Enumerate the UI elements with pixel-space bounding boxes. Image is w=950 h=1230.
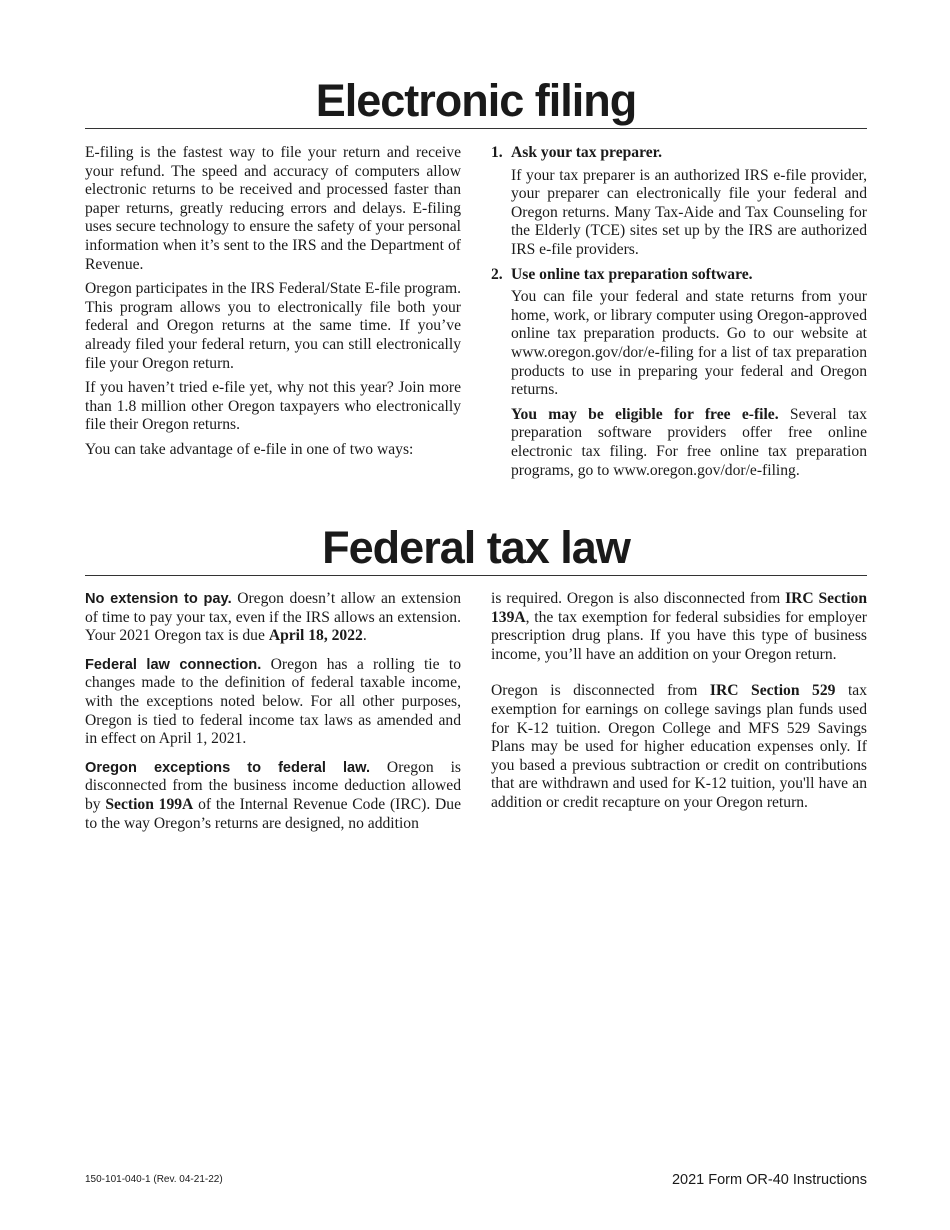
law-connection-text: Oregon has a rolling tie to changes made to the definition of federal taxable income, with the exceptions noted below. For all other purposes, Oregon is tied to federal income tax laws as amended and in effect on April 1, 2021. bbox=[85, 655, 462, 748]
efiling-paragraph: If you haven’t tried e-file yet, why not this year? Join more than 1.8 million other Oregon taxpayers who electronically file their Oregon returns. bbox=[85, 379, 461, 434]
exceptions-paragraph bbox=[85, 759, 461, 833]
federal-left-column bbox=[85, 590, 461, 843]
efiling-paragraph: You can take advantage of e-file in one of two ways: bbox=[85, 440, 414, 458]
item-body-text: If your tax preparer is an authorized IRS e-file provider, your preparer can electronically file your federal and Oregon returns. Many Tax-Aide and Tax Counseling for the Elderly (TCE) sites set up by the IRS are authorized IRS e-file providers. bbox=[511, 166, 867, 258]
item-body-text: You can file your federal and state returns from your home, work, or library computer using Oregon-approved online tax preparation products. Go to our website at www.oregon.gov/dor/e-filing for a list of tax preparation products to use in preparing your federal and Oregon returns. bbox=[511, 288, 867, 399]
federal-title: Federal tax law bbox=[322, 522, 630, 573]
efiling-columns bbox=[85, 144, 867, 486]
period: . bbox=[362, 627, 367, 645]
law-connection-paragraph bbox=[85, 656, 461, 749]
item-number: 2. bbox=[491, 265, 503, 283]
efiling-paragraph: E-filing is the fastest way to file your return and receive your refund. The speed and accuracy of computers allow electronic returns to be received and processed faster than paper returns, greatly reducing errors and delays. E-filing uses secure technology to ensure the safety of your personal information when it’s sent to the IRS and the Department of Revenue. bbox=[85, 144, 461, 273]
due-date: April 18, 2022 bbox=[268, 627, 363, 645]
form-number: 150-101-040-1 (Rev. 04-21-22) bbox=[85, 1174, 223, 1185]
exceptions-text: Oregon is disconnected from the business income deduction allowed by bbox=[85, 758, 462, 813]
law-connection-heading: Federal law connection. bbox=[85, 656, 262, 673]
exceptions-heading: Oregon exceptions to federal law. bbox=[85, 759, 371, 776]
federal-right-column bbox=[491, 590, 867, 843]
exceptions-text-2: of the Internal Revenue Code (IRC). Due to the way Oregon’s returns are designed, no addition bbox=[85, 795, 461, 832]
efiling-paragraph: Oregon participates in the IRS Federal/State E-file program. This program allows you to electronically file both your federal and Oregon returns at the same time. If you’ve already filed your federal return, you can still electronically file your Oregon return. bbox=[85, 280, 461, 372]
efiling-rule bbox=[85, 128, 867, 129]
list-item bbox=[491, 144, 867, 163]
section-529-paragraph bbox=[491, 682, 867, 812]
exceptions-text-2-continued: is required. Oregon is also disconnected from bbox=[491, 590, 786, 607]
federal-columns bbox=[85, 590, 867, 843]
exceptions-text-3: , the tax exemption for federal subsidies for employer prescription drug plans. If you have this type of business income, you’ll have an addition on your Oregon return. bbox=[491, 608, 867, 663]
irc-139a: IRC Section 139A bbox=[491, 590, 867, 626]
section-529-text: Oregon is disconnected from bbox=[491, 682, 710, 700]
exceptions-paragraph-continued bbox=[491, 590, 867, 664]
section-529-text-2: tax exemption for earnings on college savings plan funds used for K-12 tuition. Oregon College and MFS 529 Savings Plans may be used for higher education expenses only. If you based a previous subtraction or credit on contributions that are withdrawn and used for K-12 tuition, you'll have an addition or credit recapture on your Oregon return. bbox=[491, 682, 867, 811]
section-199a: Section 199A bbox=[105, 795, 194, 813]
item-title: Ask your tax preparer. bbox=[511, 144, 663, 161]
item-title: Use online tax preparation software. bbox=[511, 265, 753, 283]
irc-529: IRC Section 529 bbox=[709, 682, 836, 700]
efiling-right-column bbox=[491, 144, 867, 486]
efiling-left-column bbox=[85, 144, 461, 486]
page bbox=[85, 0, 868, 832]
no-extension-text: Oregon doesn’t allow an extension of time to pay your tax, even if the IRS allows an extension. Your 2021 Oregon tax is due bbox=[85, 590, 461, 645]
list-item bbox=[491, 266, 867, 285]
footer-title: 2021 Form OR-40 Instructions bbox=[671, 1172, 867, 1188]
no-extension-paragraph bbox=[85, 590, 461, 646]
free-efile-text: Several tax preparation software providers offer free online electronic tax filing. For free online tax preparation programs, go to www.oregon.gov/dor/e-filing. bbox=[511, 405, 868, 479]
no-extension-heading: No extension to pay. bbox=[85, 591, 232, 607]
federal-rule bbox=[85, 575, 867, 576]
item-number: 1. bbox=[491, 144, 503, 161]
efiling-title: Electronic filing bbox=[315, 75, 637, 126]
item-body bbox=[511, 167, 867, 260]
free-efile-note bbox=[511, 406, 867, 480]
free-efile-bold: You may be eligible for free e-file. bbox=[511, 405, 779, 423]
item-body bbox=[511, 288, 867, 480]
